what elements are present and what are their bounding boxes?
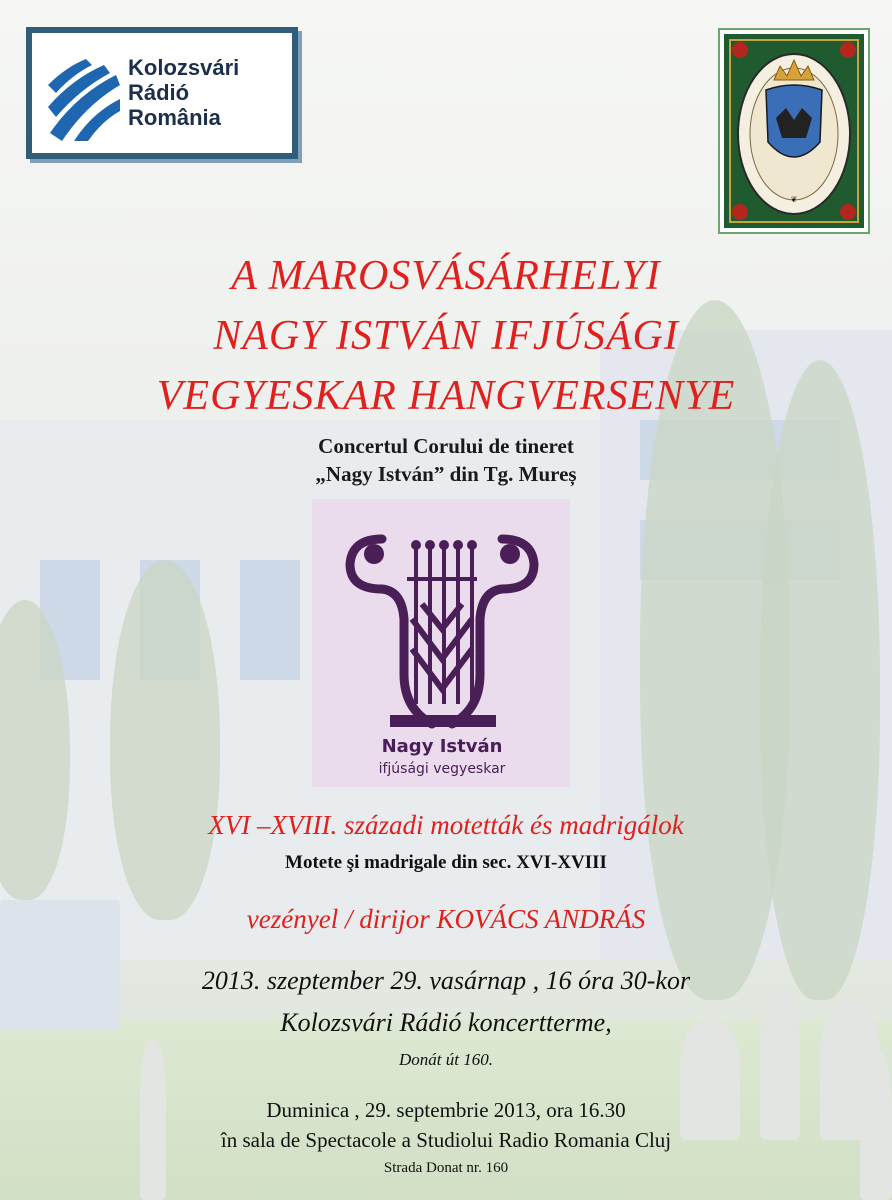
event-address-ro: Strada Donat nr. 160 — [383, 1160, 509, 1176]
lyre-icon — [312, 499, 570, 787]
concert-title-line1: A MAROSVÁSÁRHELYI — [231, 253, 661, 299]
event-date-hu: 2013. szeptember 29. vasárnap , 16 óra 30-kor — [201, 966, 691, 995]
concert-title-line3: VEGYESKAR HANGVERSENYE — [156, 373, 736, 419]
radio-waves-icon — [46, 55, 120, 141]
event-venue-ro: în sala de Spectacole a Studiolui Radio Romania Cluj — [220, 1128, 672, 1152]
conductor-line: vezényel / dirijor KOVÁCS ANDRÁS — [246, 904, 646, 934]
program-title-hu: XVI –XVIII. századi motetták és madrigálok — [208, 810, 684, 840]
subtitle-line1: Concertul Corului de tineret — [318, 434, 574, 458]
concert-title-line2: NAGY ISTVÁN IFJÚSÁGI — [213, 313, 679, 359]
program-title-ro: Motete şi madrigale din sec. XVI-XVIII — [285, 852, 607, 873]
svg-text:❦: ❦ — [790, 195, 798, 204]
event-address-hu: Donát út 160. — [399, 1050, 493, 1069]
radio-logo-line3: România — [128, 105, 221, 130]
radio-logo — [26, 27, 298, 159]
svg-text:ifjúsági vegyeskar: ifjúsági vegyeskar — [378, 761, 506, 777]
crest-icon — [720, 30, 868, 232]
subtitle-line2: „Nagy István” din Tg. Mureș — [315, 462, 577, 486]
radio-logo-text — [128, 55, 239, 130]
choir-crest-emblem — [718, 28, 870, 234]
event-venue-hu: Kolozsvári Rádió koncertterme, — [280, 1008, 612, 1037]
event-date-ro: Duminica , 29. septembrie 2013, ora 16.30 — [266, 1098, 626, 1122]
radio-logo-line1: Kolozsvári — [128, 55, 240, 80]
radio-logo-line2: Rádió — [128, 80, 190, 105]
svg-text:Nagy István: Nagy István — [381, 736, 503, 757]
choir-lyre-logo — [312, 499, 570, 787]
